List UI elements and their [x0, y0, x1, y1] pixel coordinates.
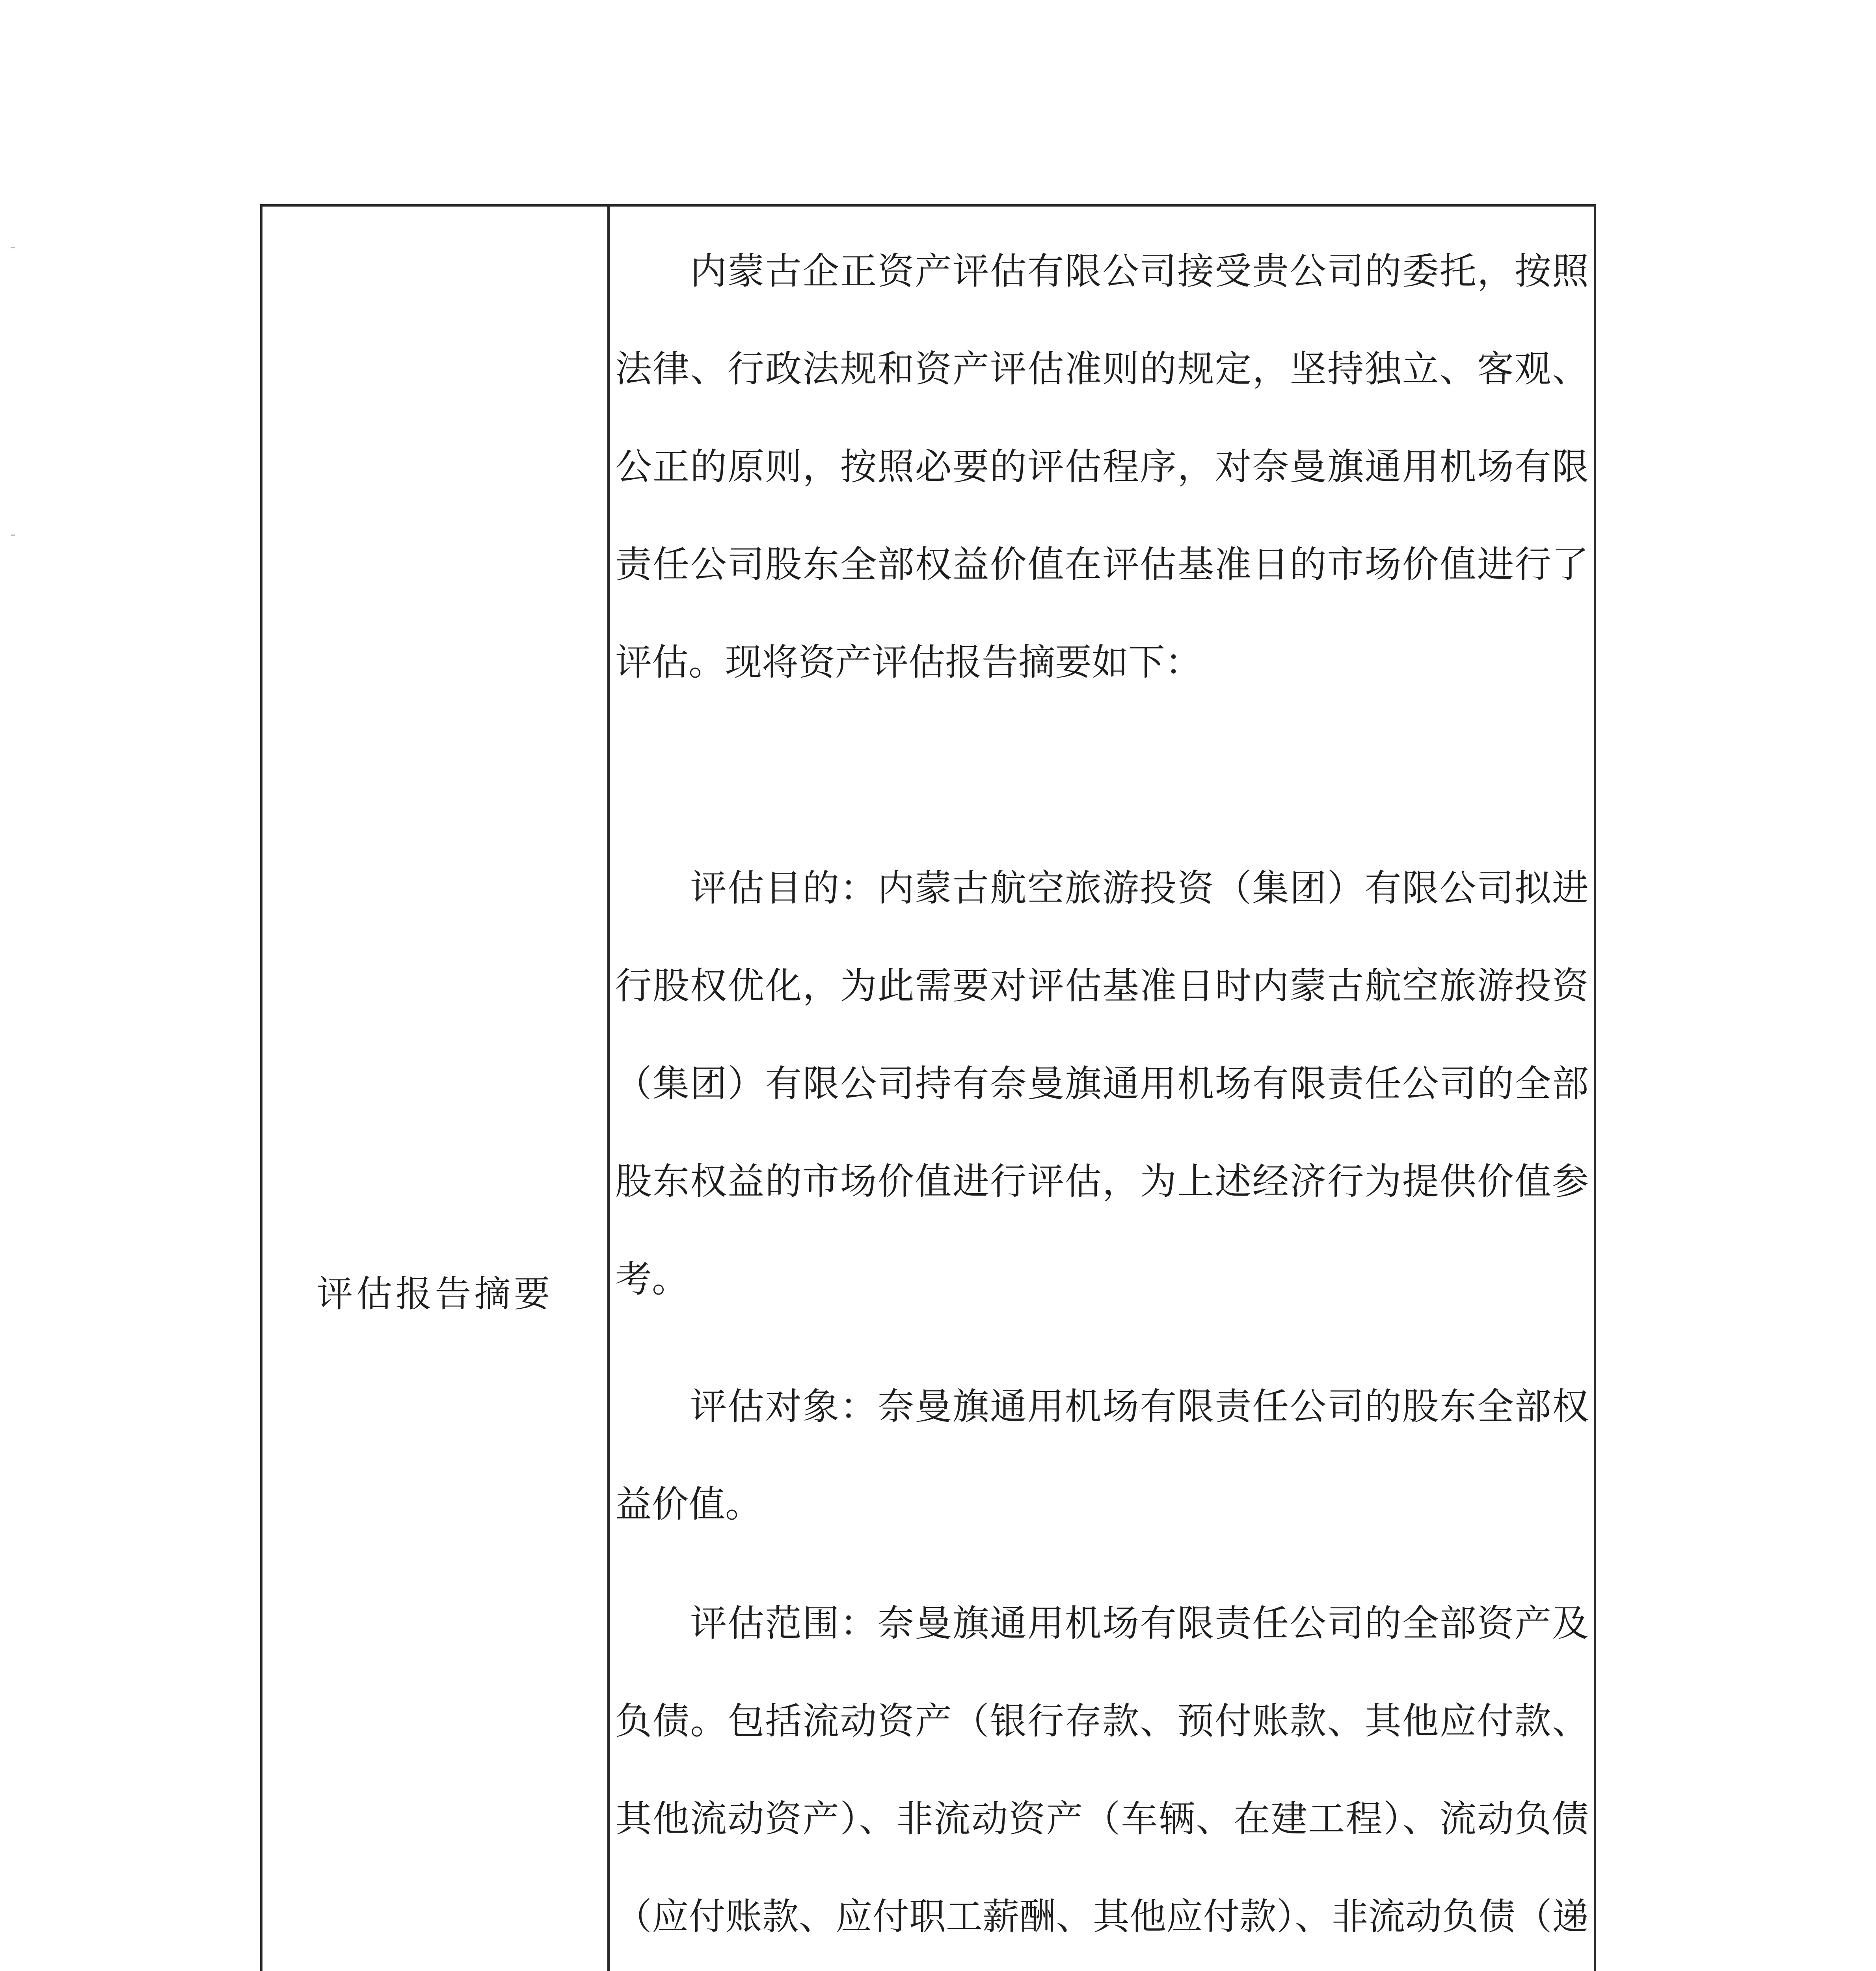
table-label-cell [262, 207, 607, 1971]
scan-mark [11, 535, 15, 536]
intro-paragraph: 内蒙古企正资产评估有限公司接受贵公司的委托，按照法律、行政法规和资产评估准则的规定，坚持独立、客观、公正的原则，按照必要的评估程序，对奈曼旗通用机场有限责任公司股东全部权益价值在评估基准日的市场价值进行了评估。现将资产评估报告摘要如下： [615, 250, 1589, 684]
object-paragraph: 评估对象：奈曼旗通用机场有限责任公司的股东全部权益价值。 [615, 1385, 1589, 1526]
table-column-divider [607, 204, 610, 1971]
table-content-cell [615, 207, 1593, 1971]
purpose-paragraph: 评估目的：内蒙古航空旅游投资（集团）有限公司拟进行股权优化，为此需要对评估基准日时内蒙古航空旅游投资（集团）有限公司持有奈曼旗通用机场有限责任公司的全部股东权益的市场价值进行评估，为上述经济行为提供价值参考。 [615, 867, 1589, 1300]
scan-mark [11, 247, 15, 248]
summary-label: 评估报告摘要 [316, 1273, 553, 1315]
summary-table [260, 204, 1596, 1971]
scope-paragraph: 评估范围：奈曼旗通用机场有限责任公司的全部资产及负债。包括流动资产（银行存款、预付账款、其他应付款、其他流动资产）、非流动资产（车辆、在建工程）、流动负债（应付账款、应付职工薪酬、其他应付款）、非流动负债（递 [615, 1602, 1589, 1938]
